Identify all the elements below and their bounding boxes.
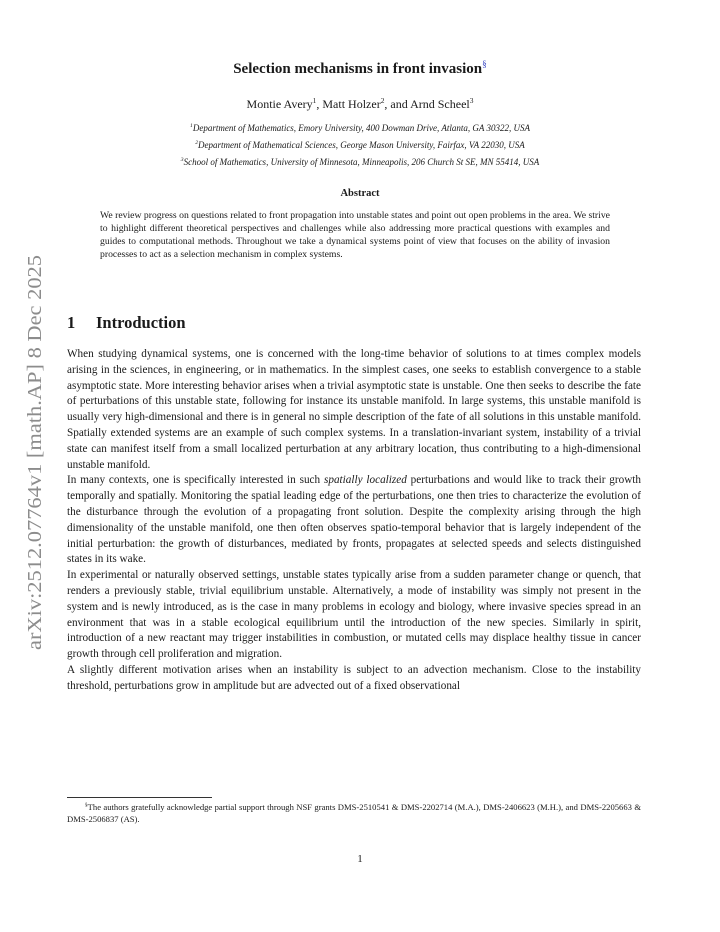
body-text — [67, 347, 641, 695]
author-name: Montie Avery — [246, 97, 313, 111]
section-heading — [67, 313, 186, 333]
author-separator: , — [316, 97, 323, 111]
author-list — [0, 97, 720, 112]
author-name: Matt Holzer — [322, 97, 381, 111]
abstract-text: We review progress on questions related to front propagation into unstable states and point out open problems in the area. We strive to highlight different theoretical perspectives and challenges while also addressing more practical questions with examples and guides to computational methods. Throughout we take a dynamical systems point of view that focuses on the ability of invasion processes to act as a selection mechanism in complex systems. — [100, 210, 610, 261]
affiliation-text: Department of Mathematics, Emory University, 400 Dowman Drive, Atlanta, GA 30322, USA — [192, 123, 530, 133]
page-number: 1 — [357, 853, 363, 865]
affiliation-text: School of Mathematics, University of Minnesota, Minneapolis, 206 Church St SE, MN 55414, USA — [183, 157, 540, 167]
author-separator: , and — [384, 97, 411, 111]
section-title: Introduction — [96, 313, 186, 332]
author-affiliation-mark: 1 — [312, 96, 317, 105]
emphasized-text: spatially localized — [324, 474, 407, 487]
section-number: 1 — [67, 313, 76, 332]
affiliation-mark: 2 — [195, 140, 198, 146]
footnote-text: The authors gratefully acknowledge partial support through NSF grants DMS-2510541 & DMS-2202714 (M.A.), DMS-2406623 (M.H.), and DMS-2205663 & DMS-2506837 (AS). — [67, 802, 641, 824]
paragraph: In experimental or naturally observed settings, unstable states typically arise from a sudden parameter change or quench, that renders a previously stable, trivial equilibrium unstable. Alternatively, a mode of instability was simply not present in the system and is newly introduced, as is the case in many problems in ecology and biology, where invasive species spread in an environment that was in a stable ecological equilibrium until the introduction of the new species. Similarly in spirit, introduction of a new reactant may trigger instabilities in combustion, or mutated cells may displace healthy tissue in cancer growth through cell proliferation and migration. — [67, 569, 641, 661]
paragraph — [67, 473, 641, 568]
title-text: Selection mechanisms in front invasion — [233, 61, 483, 77]
affiliation — [0, 157, 720, 167]
affiliation — [0, 123, 720, 133]
arxiv-stamp-text: arXiv:2512.07764v1 [math.AP] 8 Dec 2025 — [25, 306, 46, 650]
paragraph: When studying dynamical systems, one is concerned with the long-time behavior of solutions to at times complex models arising in the sciences, in engineering, or in mathematics. In the simplest cases, one seeks to establish convergence to a stable asymptotic state. More interesting behavior arises when a trivial asymptotic state is unstable. One then seeks to describe the fate of perturbations of this unstable state, following for instance its unstable manifold. In large systems, this unstable manifold is usually very high-dimensional and there is in general no simple description of the fate of all solutions in this unstable manifold. Spatially extended systems are an example of such complex systems. In a translation-invariant system, instability of a trivial state can manifest itself from a small localized perturbation at any arbitrary location, thus contributing to a high-dimensional unstable manifold. — [67, 348, 641, 471]
author-affiliation-mark: 2 — [380, 96, 385, 105]
affiliation — [0, 140, 720, 150]
footnote — [67, 801, 641, 825]
title-footnote-link[interactable]: § — [482, 60, 487, 70]
author-affiliation-mark: 3 — [469, 96, 474, 105]
affiliation-mark: 1 — [190, 123, 193, 129]
author-name: Arnd Scheel — [410, 97, 470, 111]
paragraph-text: In many contexts, one is specifically interested in such — [67, 474, 324, 487]
paragraph: A slightly different motivation arises when an instability is subject to an advection mechanism. Close to the instability threshold, perturbations grow in amplitude but are advected out of a fixed observational — [67, 663, 641, 692]
affiliation-text: Department of Mathematical Sciences, George Mason University, Fairfax, VA 22030, USA — [198, 140, 525, 150]
affiliation-mark: 3 — [180, 157, 184, 163]
arxiv-identifier-stamp — [14, 255, 54, 650]
paragraph-text: perturbations and would like to track their growth temporally and spatially. Monitoring the spatial leading edge of the perturbations, one then tries to characterize the evolution of the disturbance through the evolution of a propagating front solution. Despite the complexity arising through the high dimensionality of the unstable manifold, one then often observes spatio-temporal behavior that is largely independent of the initial perturbation: the growth of disturbances, mediated by fronts, propagates at selected speeds and selects distinguished states in its wake. — [67, 474, 641, 566]
paper-title — [0, 61, 720, 78]
arxiv-stamp-graphic — [14, 255, 54, 650]
abstract-heading: Abstract — [340, 188, 380, 199]
footnote-divider — [67, 797, 212, 798]
footnote-mark: § — [85, 802, 88, 809]
